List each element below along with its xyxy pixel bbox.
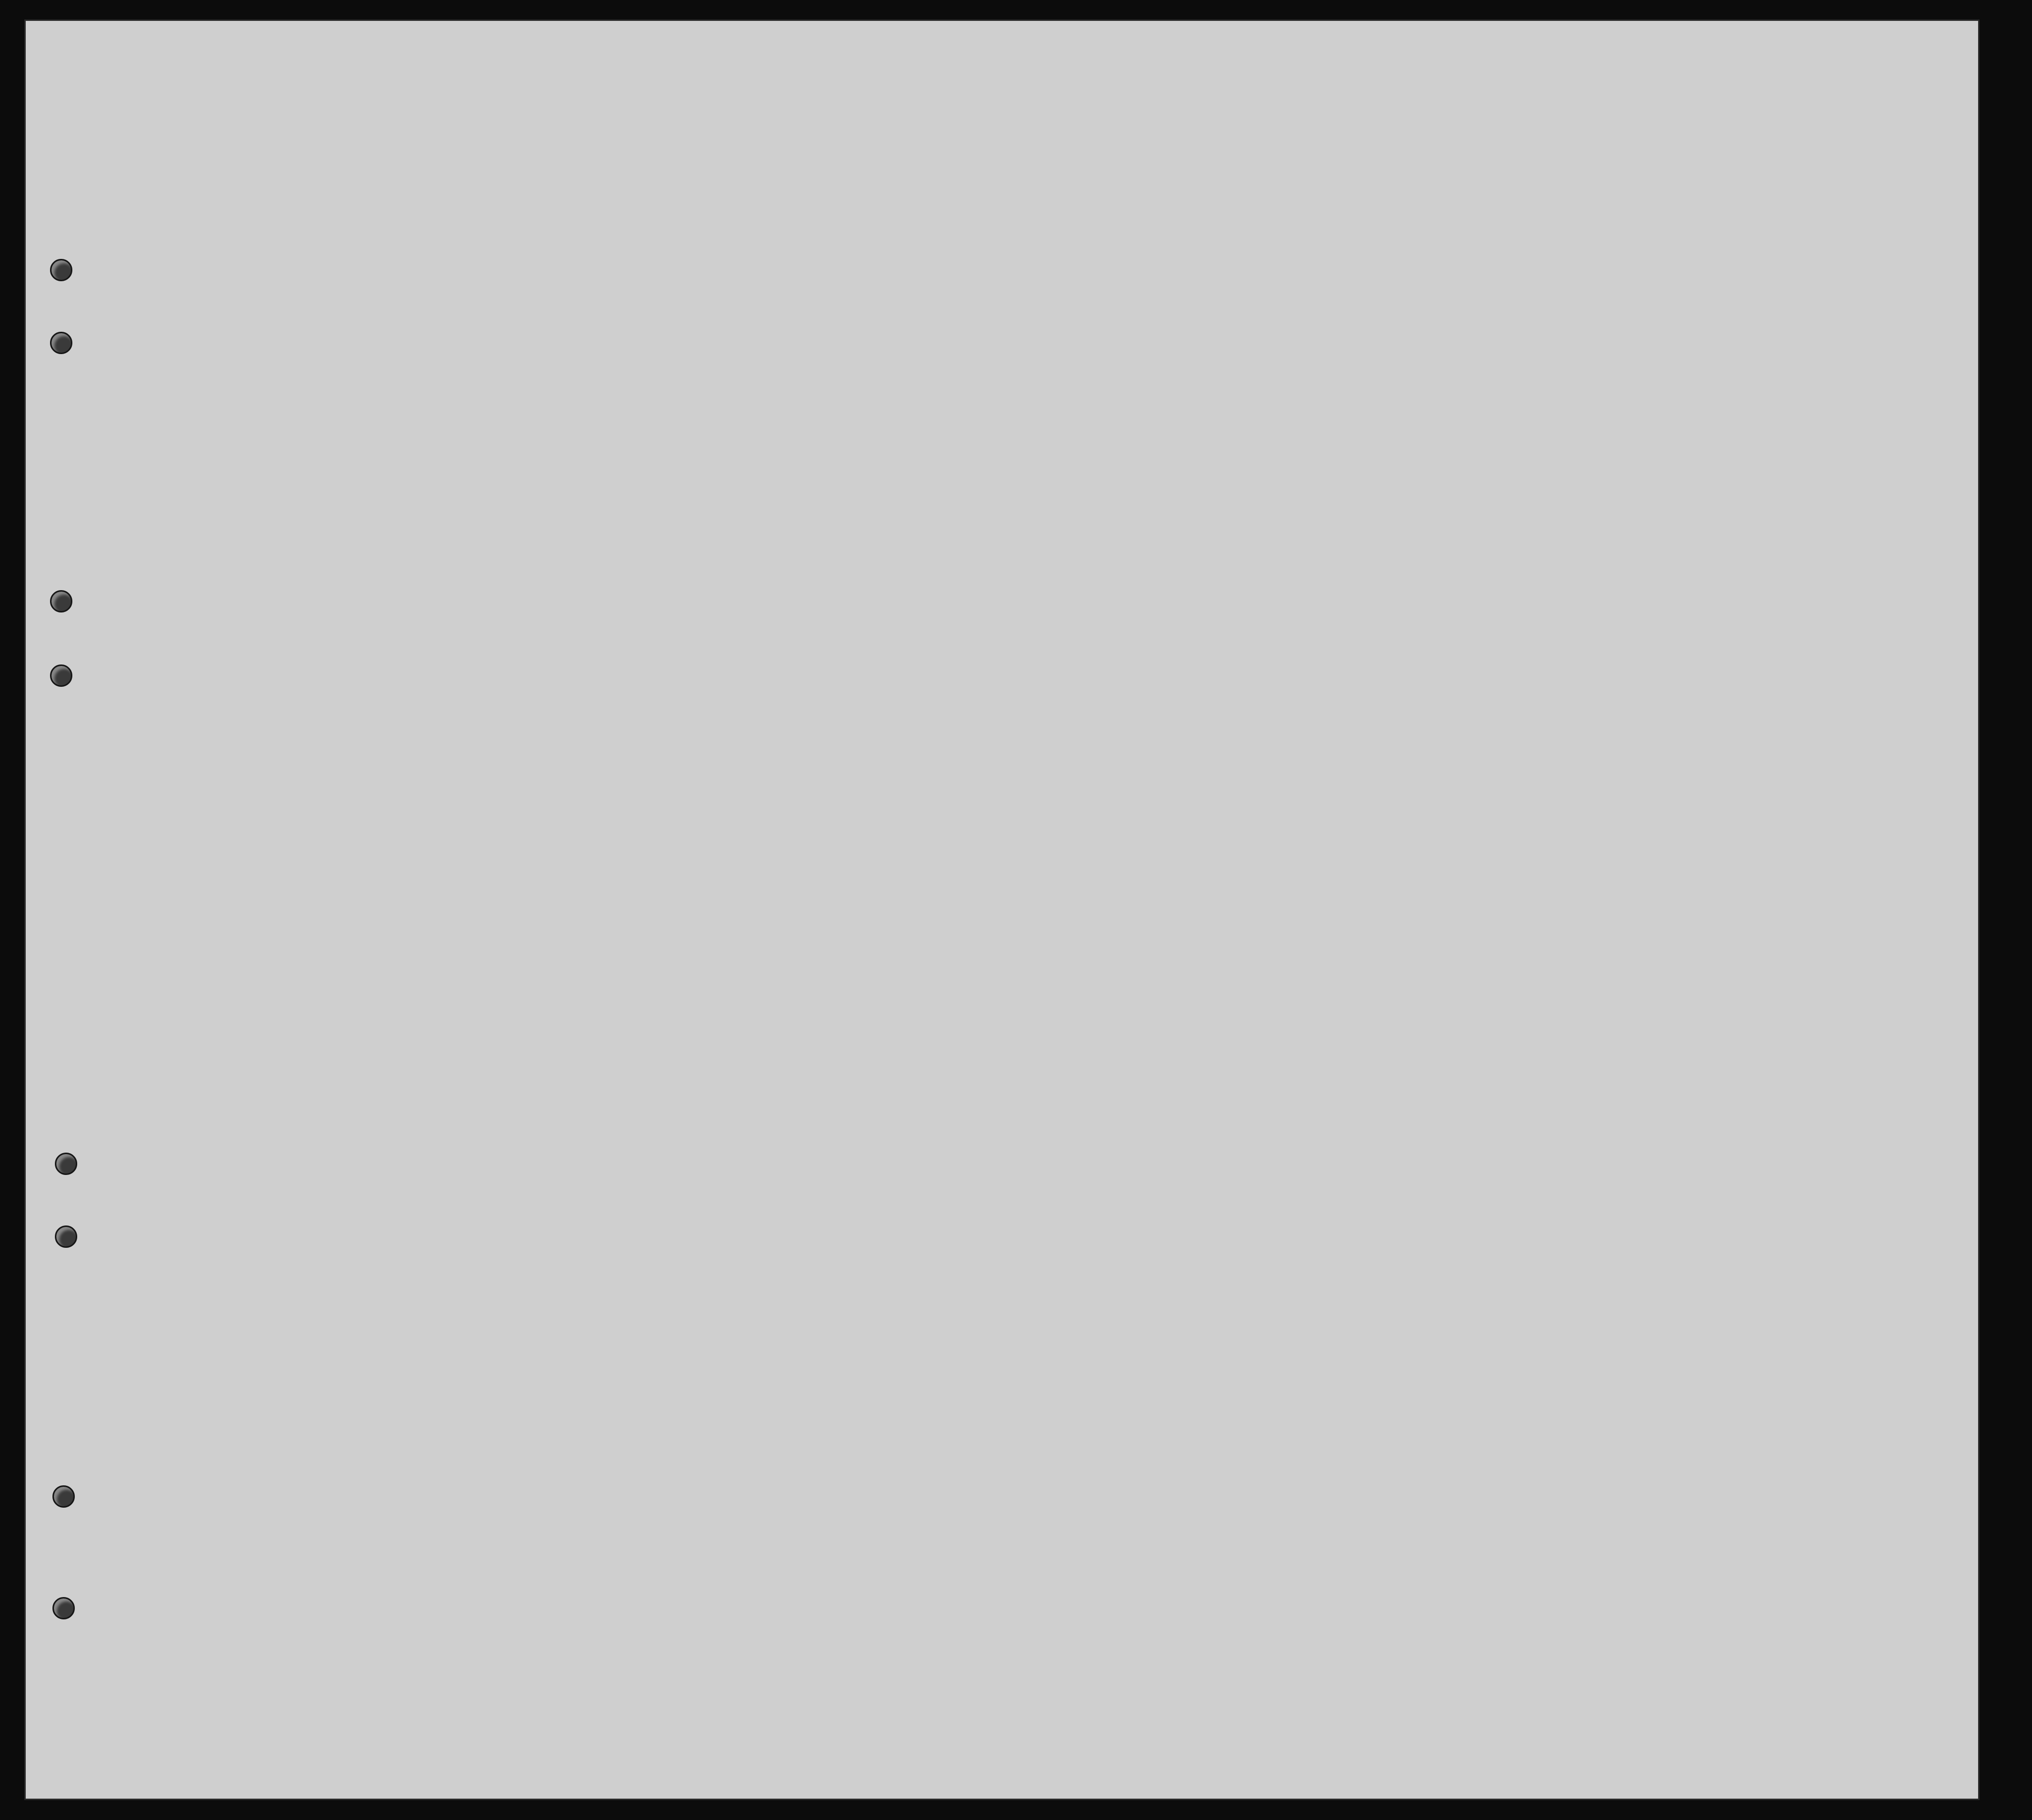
header-c24b [1189,344,1235,441]
binder-hole [52,1597,75,1619]
binder-hole [50,664,72,687]
header-inches [1660,395,1679,439]
header-c24a [1140,344,1186,441]
header-c27 [1354,312,1378,439]
header-c19 [592,307,616,439]
manifest-sheet [24,19,1980,1800]
header-c29 [1434,312,1478,439]
header-c28 [1383,312,1432,439]
header-feet [1639,395,1659,439]
header-c26 [1327,312,1352,439]
binder-hole [55,1153,77,1175]
binder-hole [50,332,72,354]
header-c30 [1480,312,1519,439]
table-grid [26,21,1978,1799]
binder-hole [50,590,72,612]
binder-hole [52,1485,75,1508]
header-c25 [1294,312,1323,439]
binder-hole [50,259,72,281]
binder-hole [55,1225,77,1248]
header-c21 [715,307,740,439]
header-c24c [1237,344,1288,441]
